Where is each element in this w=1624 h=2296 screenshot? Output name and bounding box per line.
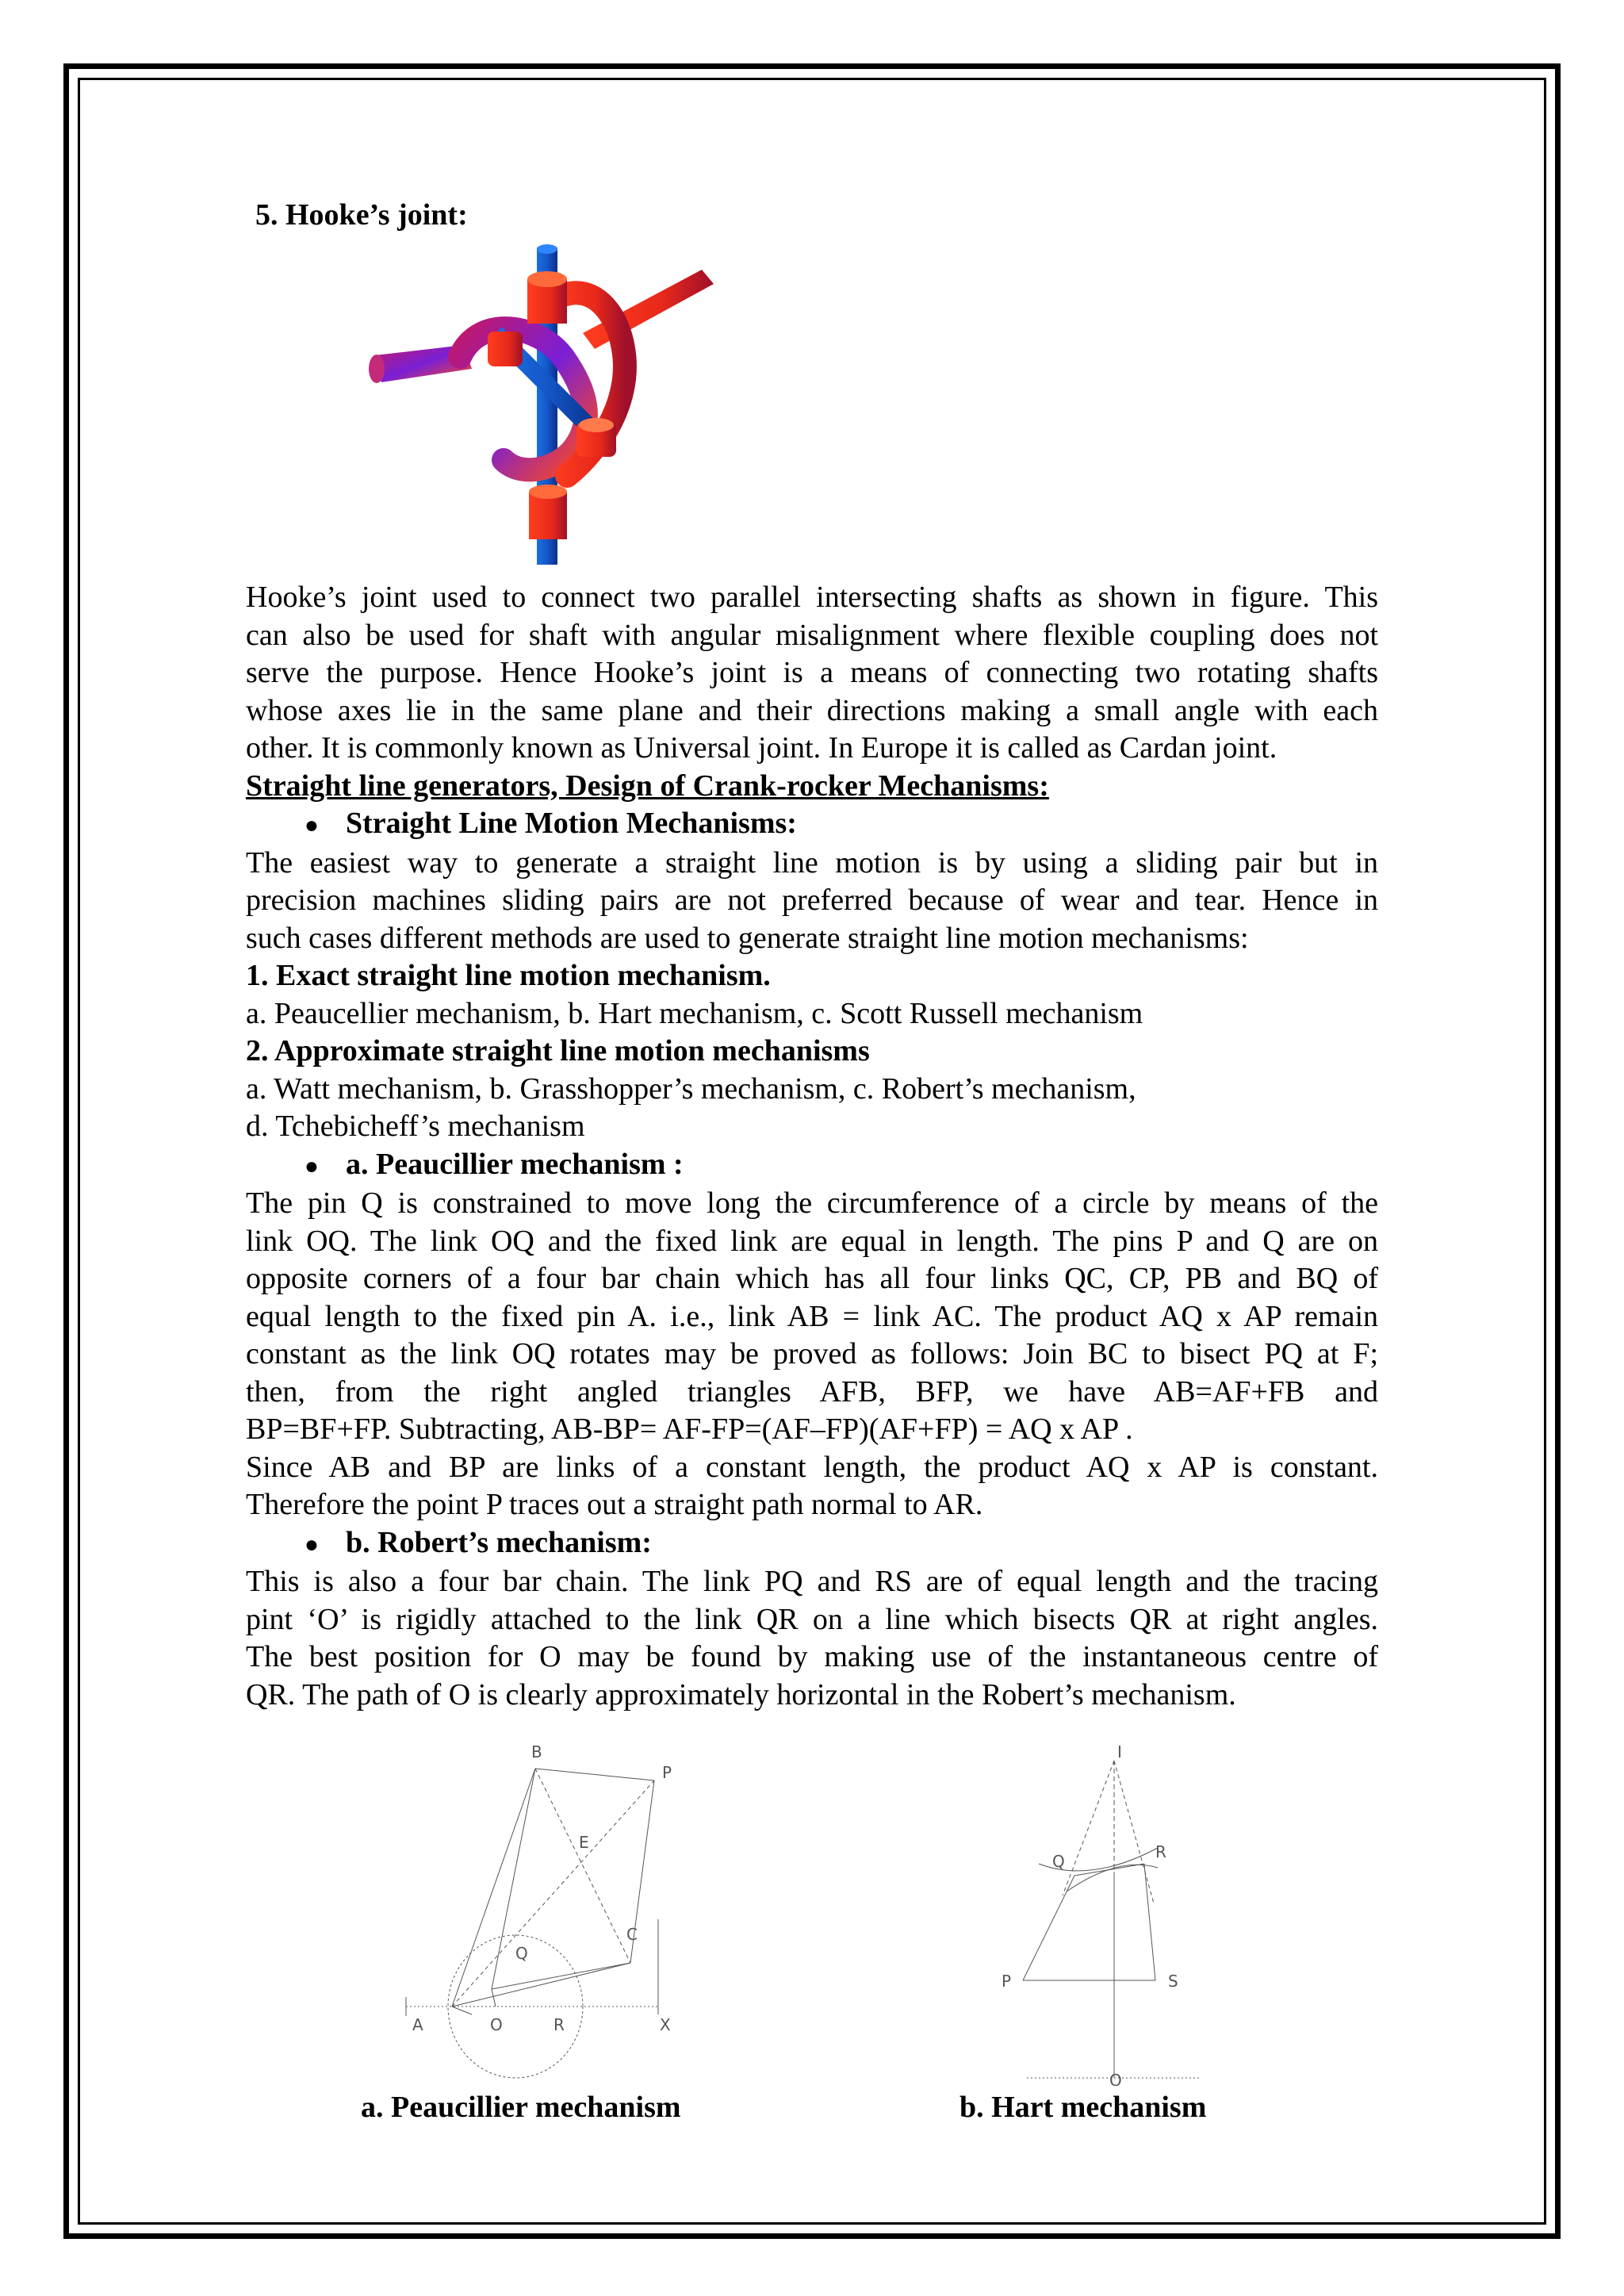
hooke-line-2: can also be used for shaft with angular misalignment where flexible coupling does not [246,618,1378,652]
hooke-line-1: Hooke’s joint used to connect two parallel intersecting shafts as shown in figure. This [246,581,1378,614]
hart-mechanism-diagram [979,1737,1217,2086]
label-b: B [531,1742,542,1761]
hookes-joint-illustration [361,238,733,575]
arc-r [1067,1865,1158,1892]
hooke-line-5: other. It is commonly known as Universal joint. In Europe it is called as Cardan joint. [246,731,1277,765]
label-p: P [1002,1972,1012,1991]
link-ac [452,1963,630,2007]
robert-line-4: QR. The path of O is clearly approximately horizontal in the Robert’s mechanism. [246,1677,1236,1711]
peau-line-3: opposite corners of a four bar chain which has all four links QC, CP, PB and BQ of [246,1262,1378,1295]
hooke-line-4: whose axes lie in the same plane and their directions making a small angle with each [246,693,1378,727]
label-o: O [1109,2071,1122,2086]
slm-line-1: The easiest way to generate a straight line motion is by using a sliding pair but in [246,845,1378,880]
label-o: O [490,2015,503,2034]
label-s: S [1168,1972,1178,1991]
section-heading-hookes-joint: 5. Hooke’s joint: [255,198,468,232]
peau-line-6: then, from the right angled triangles AFB, BFP, we have AB=AF+FB and [246,1374,1378,1409]
link-rs [1144,1864,1155,1980]
peau-line-7: BP=BF+FP. Subtracting, AB-BP= AF-FP=(AF–FP)(AF+FP) = AQ x AP . [246,1412,1133,1446]
bullet-icon: ● [304,1152,319,1179]
bullet-label: a. Peaucillier mechanism : [346,1147,684,1181]
bullet-robert [246,1524,1378,1564]
link-qc [492,1963,630,1989]
approx-list-line-2: d. Tchebicheff’s mechanism [246,1110,585,1143]
label-r: R [553,2015,565,2034]
section-title: Straight line generators, Design of Crank-rocker Mechanisms: [246,769,1049,803]
bullet-straight-line-motion [246,805,1378,845]
peaucillier-mechanism-diagram [396,1737,698,2086]
caption-peaucillier: a. Peaucillier mechanism [361,2091,681,2124]
slm-line-2: precision machines sliding pairs are not preferred because of wear and tear. Hence in [246,884,1378,917]
line-bc [535,1769,630,1963]
label-p: P [662,1763,672,1782]
line-ap [452,1780,654,2007]
approx-heading: 2. Approximate straight line motion mechanisms [246,1034,870,1068]
link-ab [452,1769,535,2007]
label-c: C [626,1925,638,1944]
line-iq [1063,1761,1114,1895]
label-q: Q [515,1944,528,1963]
link-bp [535,1769,654,1780]
hooke-line-3: serve the purpose. Hence Hooke’s joint is a means of connecting two rotating shafts [246,656,1378,689]
peau2-line-2: Therefore the point P traces out a straight path normal to AR. [246,1488,983,1521]
peau-line-2: link OQ. The link OQ and the fixed link are equal in length. The pins P and Q are on [246,1224,1378,1258]
peau2-line-1: Since AB and BP are links of a constant length, the product AQ x AP is constant. [246,1450,1378,1484]
label-r: R [1155,1842,1166,1861]
label-x: X [660,2015,671,2034]
caption-hart: b. Hart mechanism [959,2091,1207,2124]
label-q: Q [1052,1852,1065,1871]
hatching [452,2007,472,2014]
bullet-label: b. Robert’s mechanism: [346,1525,652,1559]
robert-line-3: The best position for O may be found by making use of the instantaneous centre of [246,1640,1378,1673]
robert-line-2: pint ‘O’ is rigidly attached to the link QR on a line which bisects QR at right angles. [246,1602,1378,1636]
label-a: A [412,2015,423,2034]
bullet-icon: ● [304,1531,319,1558]
approx-list-line-1: a. Watt mechanism, b. Grasshopper’s mechanism, c. Robert’s mechanism, [246,1071,1136,1106]
link-bq [492,1769,535,1989]
bullet-icon: ● [304,812,319,838]
peau-line-5: constant as the link OQ rotates may be proved as follows: Join BC to bisect PQ at F; [246,1337,1378,1370]
link-oq [492,1989,496,2007]
exact-list: a. Peaucellier mechanism, b. Hart mechanism, c. Scott Russell mechanism [246,996,1143,1030]
bullet-label: Straight Line Motion Mechanisms: [346,807,797,840]
peau-line-4: equal length to the fixed pin A. i.e., link AB = link AC. The product AQ x AP remain [246,1299,1378,1333]
label-i: I [1117,1742,1122,1761]
robert-line-1: This is also a four bar chain. The link PQ and RS are of equal length and the tracing [246,1565,1378,1598]
exact-heading: 1. Exact straight line motion mechanism. [246,959,771,992]
bullet-peaucillier [246,1146,1378,1186]
peau-line-1: The pin Q is constrained to move long the circumference of a circle by means of the [246,1186,1378,1220]
document-body [246,579,1378,1714]
label-e: E [579,1833,589,1852]
line-ir [1114,1761,1154,1903]
slm-line-3: such cases different methods are used to generate straight line motion mechanisms: [246,921,1249,955]
